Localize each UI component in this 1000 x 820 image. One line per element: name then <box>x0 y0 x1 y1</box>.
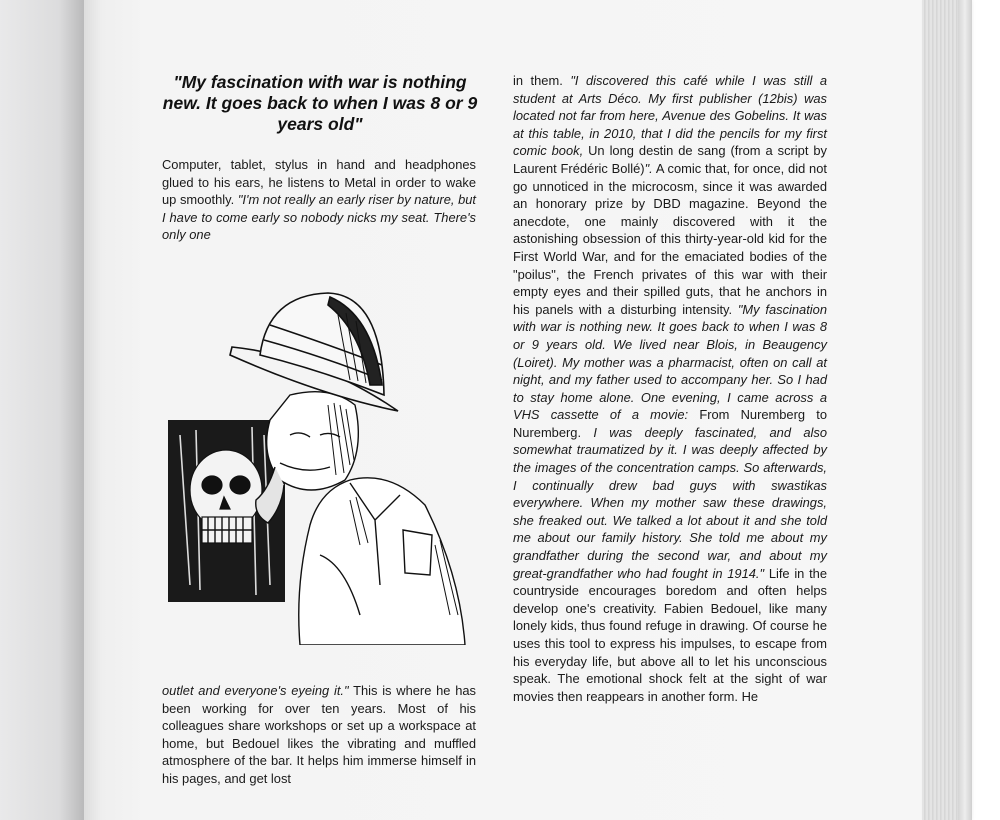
paragraph <box>162 156 476 244</box>
book-title-text: Un long destin de sang (from a script by Laurent Frédéric Bollé) <box>513 143 827 176</box>
paragraph-text: Computer, tablet, stylus in hand and headphones glued to his ears, he listens to Metal in order to wake up smoothly. <box>162 157 476 208</box>
left-page-edge <box>0 0 84 820</box>
quote-text: "I'm not really an early riser by nature, but I have to come early so nobody nicks my seat. There's only one <box>162 192 476 243</box>
quote-text: I was deeply fascinated, and also somewhat traumatized by it. I was deeply affected by the images of the concentration camps. So afterwards, I continually drew bad guys with swastikas everywhere. When my mother saw these drawings, she freaked out. We talked a lot about it and she told me about our family history. She told me about my grandfather during the second war, and about my great-grandfather who had fought in 1914." <box>513 424 827 581</box>
left-column-top <box>162 156 476 244</box>
quote-text: ". <box>644 160 653 176</box>
left-column-bottom <box>162 682 476 788</box>
book-cover-edge <box>958 0 972 820</box>
soldier <box>256 392 465 645</box>
quote-text: "My fascination with war is nothing new. It goes back to when I was 8 or 9 years old. We lived near Blois, in Beaugency (Loiret). My mother was a pharmacist, often on call at night, and my father used to accompany her. So I had to stay home alone. One evening, I came across a VHS cassette of a movie: <box>513 301 827 423</box>
paragraph-text: Life in the countryside encourages boredom and often helps develop one's creativity. Fabien Bedouel, like many lonely kids, thus found refuge in drawing. Of course he uses this tool to express his impulses, to escape from his everyday life, but above all to let his unconscious speak. The emotional shock felt at the sight of war movies then reappears in another form. He <box>513 565 827 704</box>
paragraph-text: in them. <box>513 73 571 88</box>
paragraph <box>162 682 476 788</box>
soldier-illustration <box>160 285 480 645</box>
right-column <box>513 72 827 705</box>
pull-quote: "My fascination with war is nothing new. It goes back to when I was 8 or 9 years old" <box>162 72 478 134</box>
movie-title-text: From Nuremberg to Nuremberg. <box>513 407 827 440</box>
quote-text: "I discovered this café while I was still a student at Arts Déco. My first publisher (12bis) was located not far from here, Avenue des Gobelins. It was at this table, in 2010, that I did the pencils for my first comic book, <box>513 73 828 159</box>
paragraph-text: A comic that, for once, did not go unnoticed in the microcosm, since it was awarded an honorary prize by DBD magazine. Beyond the anecdote, one mainly discovered with it the astonishing obsession of this thirty-year-old kid for the First World War, and for the emaciated bodies of the "poilus", the French privates of this war with their empty eyes and their spilled guts, that he anchors in his panels with a disturbing intensity. <box>513 160 827 317</box>
paragraph <box>513 72 827 705</box>
quote-text: outlet and everyone's eyeing it." <box>162 683 349 698</box>
paragraph-text: This is where he has been working for over ten years. Most of his colleagues share workshops or set up a workspace at home, but Bedouel likes the vibrating and muffled atmosphere of the bar. It helps him immerse himself in his pages, and get lost <box>162 683 476 786</box>
